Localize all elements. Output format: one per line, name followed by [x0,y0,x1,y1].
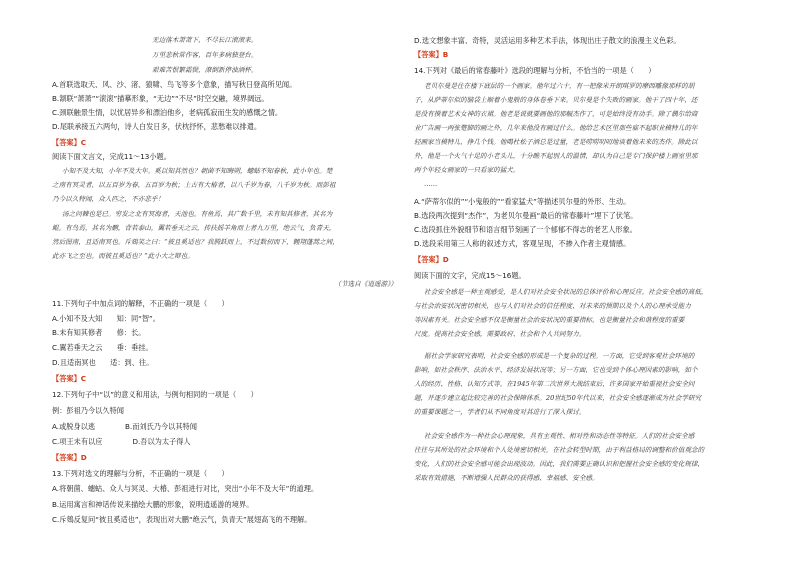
q12-option-c: C.项王未有以应 [52,437,103,446]
excerpt-line: 子，从萨蒂尔似的脑袋上顺着小鬼般的身体卷垂下来。贝尔曼是个失败的画家。他干了四十年，还 [414,96,698,104]
q11-option-b: B.未有知其修者 修：长。 [52,328,146,337]
passage-source: （节选自《逍遥游》） [334,280,397,288]
passage2-line: 尺度。提高社会安全感，需要政府、社会和个人共同努力。 [414,330,586,338]
q13-option-b: B.运用寓言和神话传说来描绘大鹏的形象，说明逍遥游的境界。 [52,500,254,509]
poem-line: 无边落木萧萧下，不尽长江滚滚来。 [152,36,258,44]
q10-option-c: C.颈联触景生情，以忧居异乡和漂泊他乡，老病孤寂而生发的感慨之情。 [52,108,283,117]
q12-option-d: D.吾以为太子得人 [132,437,191,446]
excerpt-line: 业广告画一两张蹩脚的画之外，几年来他没有画过什么。他给艺术区里那些雇不起职业模特儿的年 [414,124,698,132]
q14-answer: 【答案】D [414,255,449,264]
q12-options-ab [52,422,397,431]
excerpt-line: …… [424,180,438,188]
passage-line: 乃今以久特闻，众人匹之，不亦悲乎！ [52,195,165,203]
q14-option-a: A.“萨蒂尔似的”“小鬼般的”“看家猛犬”等描述贝尔曼的外形、生动。 [414,197,631,206]
excerpt-line: 是没有摸着艺术女神的衣裙。他老是说就要画他的那幅杰作了，可是始终没有动手。除了偶尔给商 [414,110,698,118]
q14-option-b: B.选段两次提到“杰作”，为老贝尔曼画“最后的常春藤叶”埋下了伏笔。 [414,211,638,220]
q10-option-a: A.首联选取天、风、沙、渚、猿啸、鸟飞等多个意象，描写秋日登高所见闻。 [52,80,297,89]
passage2-line: 的重要课题之一，学者们从不同角度对其进行了深入探讨。 [414,408,586,416]
q11-answer: 【答案】C [52,374,87,383]
q11-option-a: A.小知不及大知 知：同“智”。 [52,314,160,323]
q11-option-d: D.且适南冥也 适：到、往。 [52,358,154,367]
q11-option-c: C.翼若垂天之云 垂：垂挂。 [52,343,153,352]
q12-option-a: A.或脱身以逃 [52,422,96,431]
passage2-line: 据社会学家研究表明，社会安全感的形成是一个复杂的过程。一方面，它受到客观社会环境的 [424,352,695,360]
passage-line: 鲲。有鸟焉，其名为鹏，背若泰山，翼若垂天之云，抟扶摇羊角而上者九万里，绝云气，负青天， [52,224,336,232]
q13-option-c: C.斥鴳反复问“彼且奚适也”，表现出对大鹏“绝云气，负青天”展翅高飞的不理解。 [52,515,312,524]
q10-option-d: D.尾联承接五六两句，诗人白发日多，伏枕抒怀，悲愁难以排遣。 [52,122,262,131]
q13-option-d: D.选文想象丰富、奇特，灵活运用多种艺术手法，体现出庄子散文的浪漫主义色彩。 [414,36,681,45]
passage-line: 此亦飞之至也。而彼且奚适也？”此小大之辩也。 [52,252,194,260]
passage2-line: 人的经历、性格、认知方式等。在1945年第二次世界大战结束后，许多国家开始重视社会安全问 [414,380,695,388]
q13-stem: 13.下列对选文的理解与分析，不正确的一项是（ ） [52,469,229,478]
passage2-intro: 阅读下面的文字，完成15～16题。 [414,271,526,280]
q12-example: 例：彭祖乃今以久特闻 [52,406,124,415]
q12-answer: 【答案】D [52,453,87,462]
q11-stem: 11.下列句子中加点词的解释，不正确的一项是（ ） [52,299,229,308]
passage2-line: 题，并逐步建立起比较完善的社会保障体系。20世纪50年代以来，社会安全感逐渐成为社会学研究 [414,394,702,402]
excerpt-line: 两个年轻女画家的一只看家的猛犬。 [414,166,520,174]
excerpt-line: 外，他是一个火气十足的小老头儿，十分瞧不起别人的温情，却认为自己是专门保护楼上画室里那 [414,152,698,160]
passage-line: 小知不及大知，小年不及大年。奚以知其然也？朝菌不知晦朔，蟪蛄不知春秋，此小年也。楚 [62,167,333,175]
poem-line: 万里悲秋常作客，百年多病独登台。 [152,51,258,59]
passage2-line: 往往与其所处的社会环境和个人处境密切相关。在社会转型时期，由于利益格局的调整和价值观念的 [414,446,705,454]
q14-stem: 14.下列对《最后的常春藤叶》选段的理解与分析，不恰当的一项是（ ） [414,66,656,75]
excerpt-line: 轻画家当模特儿，挣几个钱。他喝杜松子酒总是过量，老是唠唠叨叨地谈着他未来的杰作。除此以 [414,138,698,146]
poem-line: 艰难苦恨繁霜鬓，潦倒新停浊酒杯。 [152,66,258,74]
passage2-line: 等因素有关。社会安全感不仅是衡量社会治安状况的重要指标，也是衡量社会和谐程度的重要 [414,316,685,324]
q13-answer: 【答案】B [414,50,449,59]
q12-stem: 12.下列句子中“以”的意义和用法，与例句相同的一项是（ ） [52,390,258,399]
q14-option-c: C.选段抓住外貌细节和语言细节刻画了一个郁郁不得志的老艺人形象。 [414,225,637,234]
passage-line: 然后图南，且适南冥也。斥鴳笑之曰：“彼且奚适也？我腾跃而上，不过数仞而下，翱翔蓬蒿之间， [52,238,339,246]
passage2-line: 影响，如社会秩序、法治水平、经济发展状况等；另一方面，它也受到个体心理因素的影响，如个 [414,366,698,374]
passage2-line: 社会安全感是一种主观感受，是人们对社会安全状况的总体评价和心理反应。社会安全感的高低， [424,288,708,296]
excerpt-line: 老贝尔曼是住在楼下底层的一个画家。他年过六十，有一把像米开朗琪罗的摩西雕像那样的胡 [424,82,695,90]
q12-options-cd [52,437,397,446]
passage2-line: 社会安全感作为一种社会心理现象，具有主观性、相对性和动态性等特征。人们的社会安全感 [424,432,695,440]
q10-answer: 【答案】C [52,138,87,147]
passage2-line: 变化，人们的社会安全感可能会出现波动。因此，我们需要正确认识和把握社会安全感的变化规律， [414,460,705,468]
q10-option-b: B.颔联“萧萧”“滚滚”描摹形象，“无边”“不尽”时空交融，境界阔远。 [52,94,269,103]
passage-line: 之南有冥灵者，以五百岁为春，五百岁为秋；上古有大椿者，以八千岁为春，八千岁为秋。而彭祖 [52,181,336,189]
passage-line: 汤之问棘也是已。穷发之北有冥海者，天池也。有鱼焉，其广数千里，未有知其修者，其名为 [62,210,333,218]
passage2-line: 与社会治安状况密切相关，也与人们对社会的信任程度、对未来的预期以及个人的心理承受能力 [414,302,691,310]
passage2-line: 采取有效措施，不断增强人民群众的获得感、幸福感、安全感。 [414,474,599,482]
q13-option-a: A.将朝菌、蟪蛄、众人与冥灵、大椿、彭祖进行对比，突出“小年不及大年”的道理。 [52,484,319,493]
q12-option-b: B.而刘氏乃今以其特闻 [125,422,197,431]
passage-intro: 阅读下面文言文，完成11～13小题。 [52,152,171,161]
q14-option-d: D.选段采用第三人称的叙述方式，客观呈现，不掺入作者主观情感。 [414,239,631,248]
